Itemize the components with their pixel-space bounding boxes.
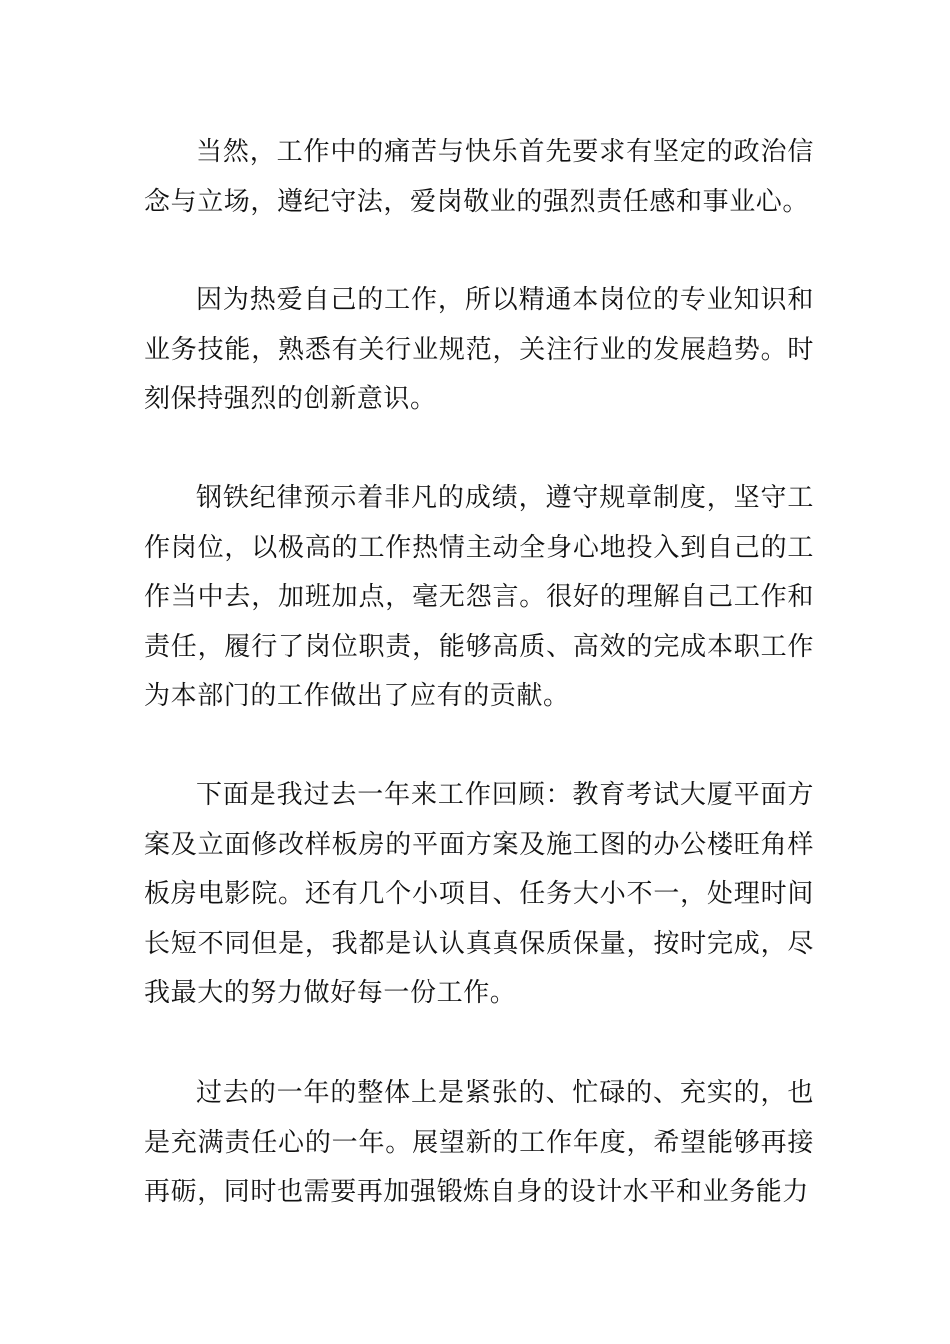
paragraph-professional-knowledge: 因为热爱自己的工作，所以精通本岗位的专业知识和业务技能，熟悉有关行业规范，关注行业的发展趋势。时刻保持强烈的创新意识。 [144, 285, 814, 414]
paragraph-work-review: 下面是我过去一年来工作回顾：教育考试大厦平面方案及立面修改样板房的平面方案及施工图的办公楼旺角样板房电影院。还有几个小项目、任务大小不一，处理时间长短不同但是，我都是认认真真保质保量，按时完成，尽我最大的努力做好每一份工作。 [144, 780, 814, 1008]
paragraph-outlook: 过去的一年的整体上是紧张的、忙碌的、充实的，也是充满责任心的一年。展望新的工作年度，希望能够再接再砺，同时也需要再加强锻炼自身的设计水平和业务能力 [144, 1078, 814, 1207]
paragraph-discipline: 钢铁纪律预示着非凡的成绩，遵守规章制度，坚守工作岗位，以极高的工作热情主动全身心地投入到自己的工作当中去，加班加点，毫无怨言。很好的理解自己工作和责任，履行了岗位职责，能够高质、高效的完成本职工作为本部门的工作做出了应有的贡献。 [144, 483, 814, 711]
paragraph-political-belief: 当然，工作中的痛苦与快乐首先要求有坚定的政治信念与立场，遵纪守法，爱岗敬业的强烈责任感和事业心。 [144, 137, 814, 217]
